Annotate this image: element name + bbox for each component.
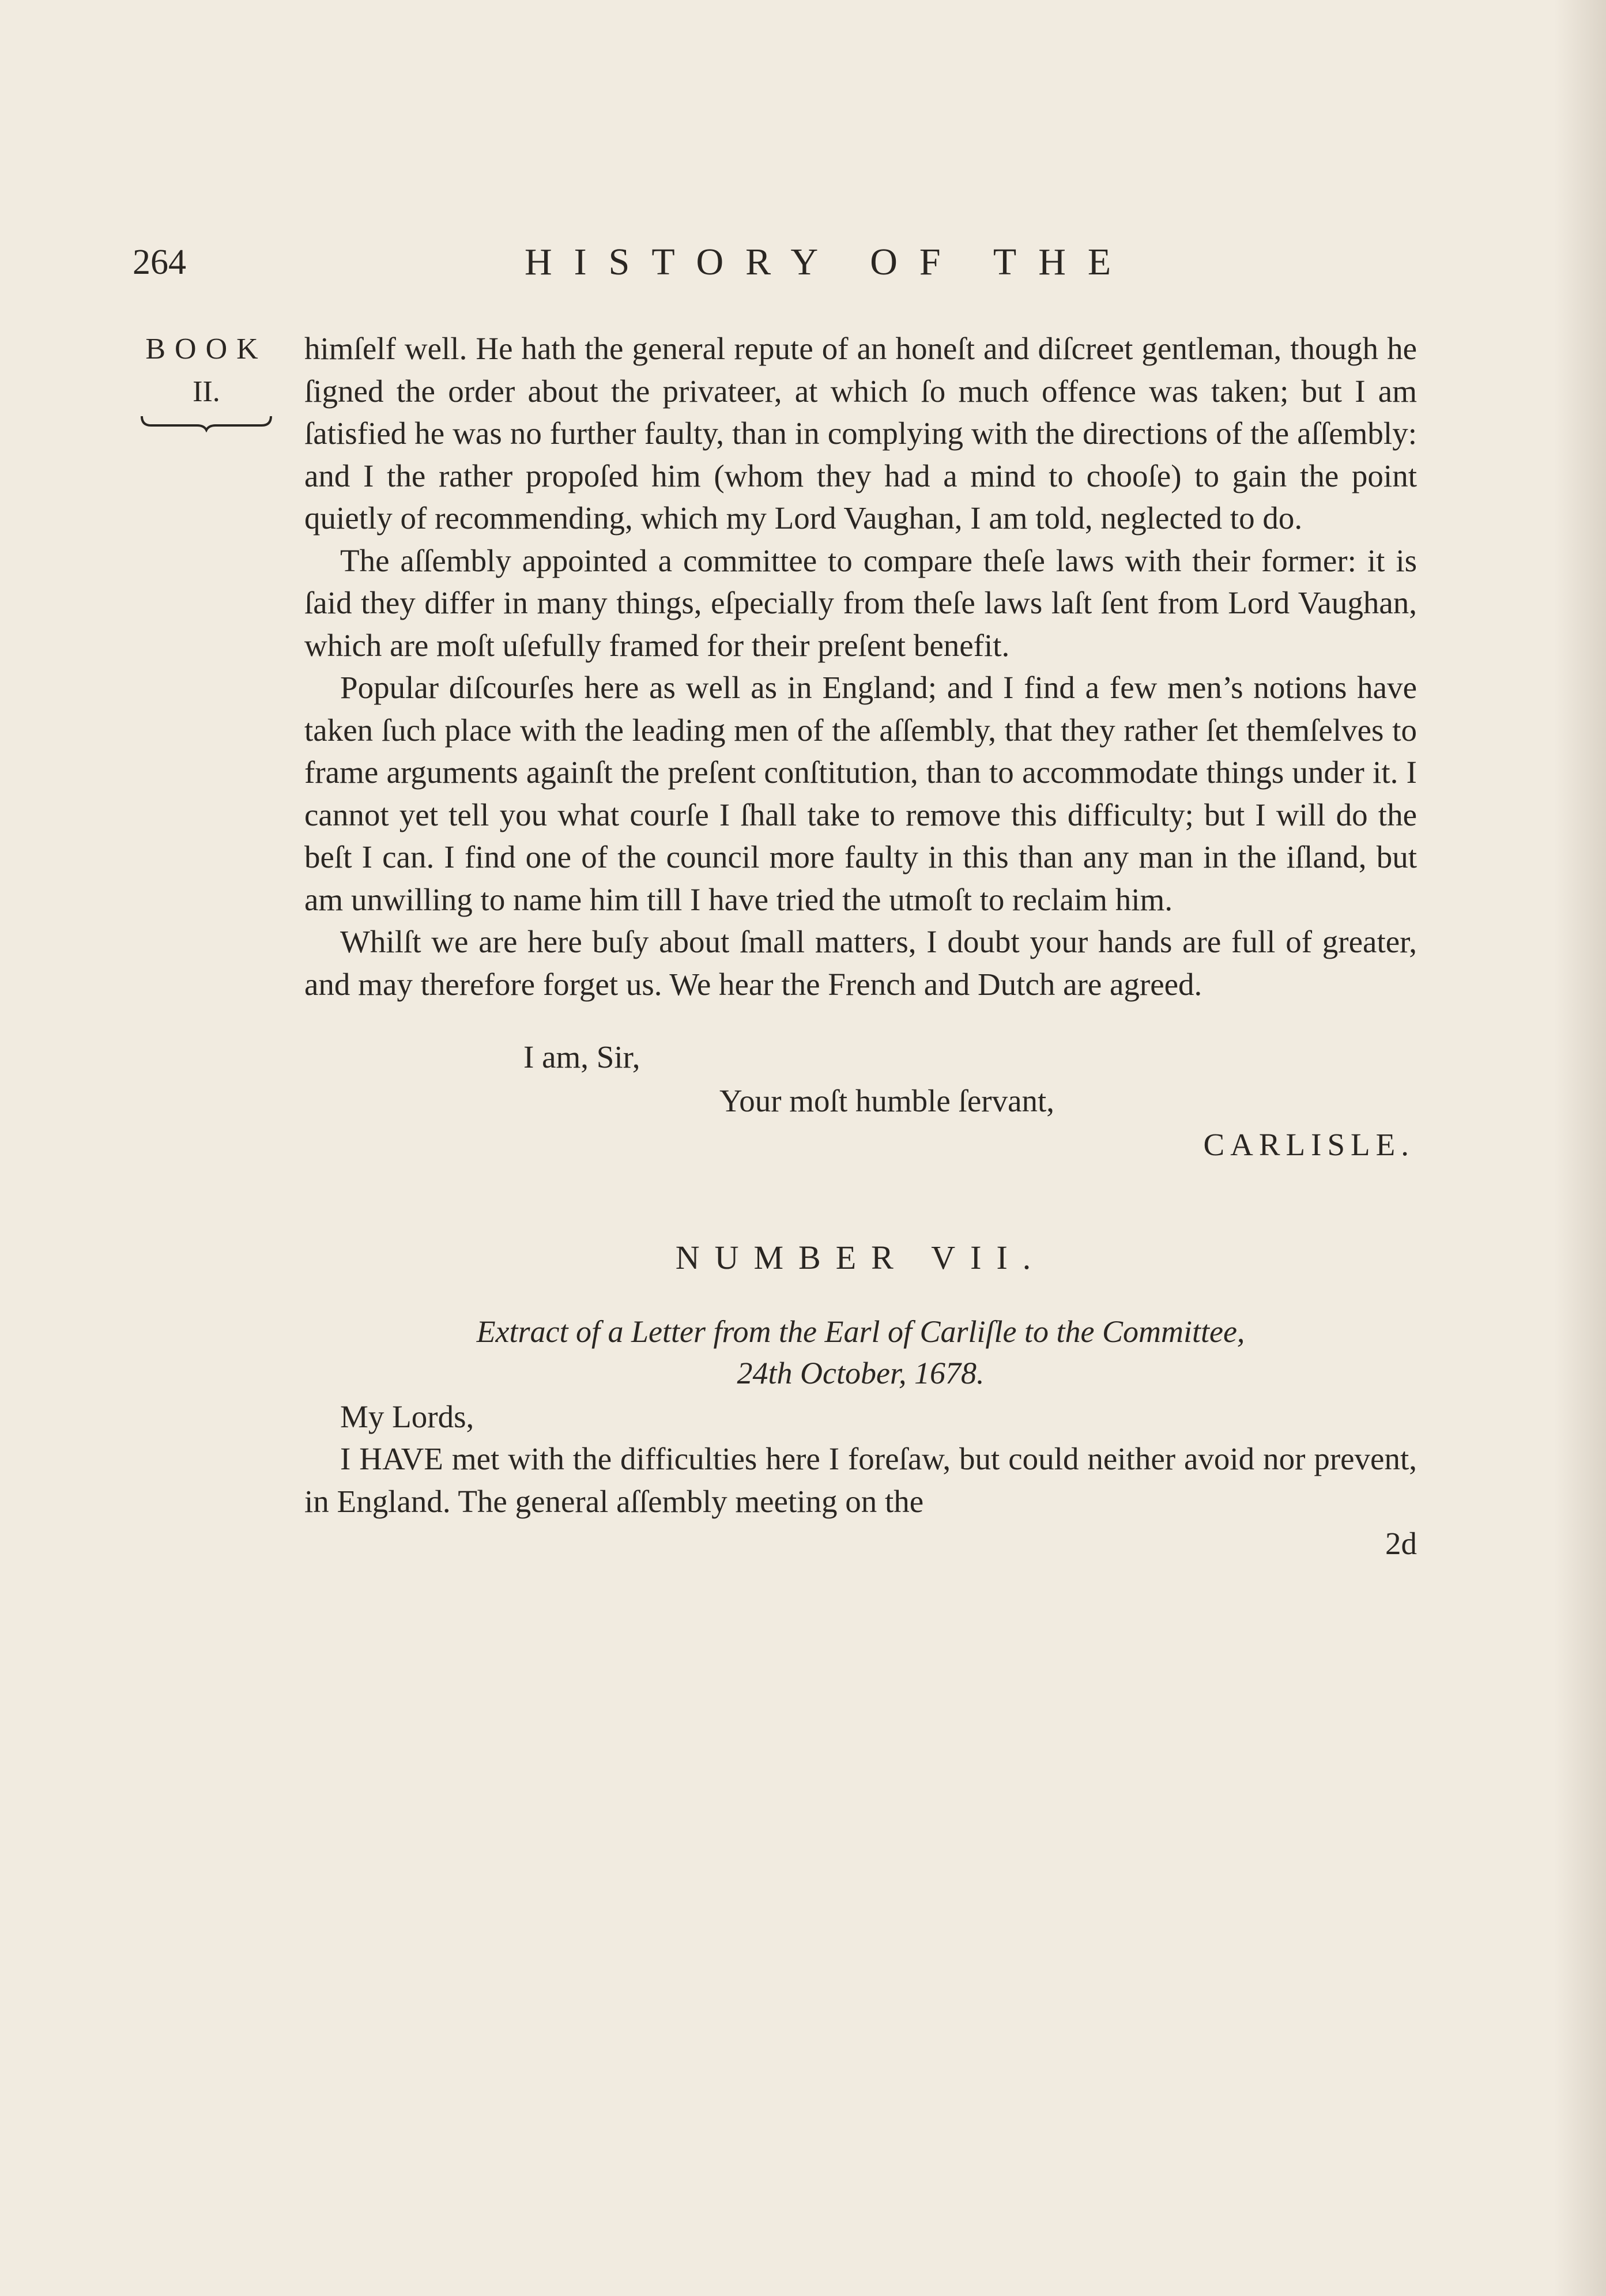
margin-brace-ornament [137,413,276,432]
paragraph-2: The aſſembly appointed a committee to compare theſe laws with their former: it is ſaid they differ in many things, eſpecially from theſe laws laſt ſent from Lord Vaughan, which are moſt uſefully framed for their preſent benefit. [304,542,1417,663]
page-gutter-shadow [1554,0,1606,2296]
opening-paragraph: I HAVE met with the difficulties here I foreſaw, but could neither avoid nor prevent, in England. The general aſſembly meeting on the [304,1441,1417,1519]
margin-volume-label: II. [193,375,220,408]
running-head [133,236,1412,288]
closing-line-2: Your moſt humble ſervant, [719,1083,1055,1118]
extract-date: 24th October, 1678. [737,1356,985,1390]
letter-closing [304,1035,1417,1167]
section-heading: NUMBER VII. [675,1239,1046,1276]
signature: CARLISLE. [1203,1127,1415,1162]
paragraph-3: Popular diſcourſes here as well as in England; and I find a few men’s notions have taken ſuch place with the leading men of the aſſembly, that they rather ſet themſelves to frame arguments againſt the preſent conſtitution, than to accommodate things under it. I cannot yet tell you what courſe I ſhall take to remove this difficulty; but I will do the beſt I can. I find one of the council more faulty in this than any man in the iſland, but am unwilling to name him till I have tried the utmoſt to reclaim him. [304,670,1417,917]
paragraph-4: Whilſt we are here buſy about ſmall matters, I doubt your hands are full of greater, and may therefore forget us. We hear the French and Dutch are agreed. [304,924,1417,1002]
catchword: 2d [1385,1526,1417,1561]
running-title: HISTORY OF THE [525,241,1133,283]
main-text [304,327,1417,1564]
salutation: My Lords, [340,1399,474,1434]
paragraph-1: himſelf well. He hath the general repute of an honeſt and diſcreet gentleman, though he ſigned the order about the privateer, at which ſo much offence was taken; but I am ſatisfied he was no further faulty, than in complying with the directions of the aſſembly: and I the rather propoſed him (whom they had a mind to chooſe) to gain the point quietly of recommending, which my Lord Vaughan, I am told, neglected to do. [304,331,1417,536]
margin-book-label: BOOK [145,333,267,365]
page-number: 264 [133,243,186,282]
extract-title: Extract of a Letter from the Earl of Carliſle to the Committee, [476,1314,1245,1349]
margin-note [131,327,281,432]
closing-line-1: I am, Sir, [523,1039,640,1075]
